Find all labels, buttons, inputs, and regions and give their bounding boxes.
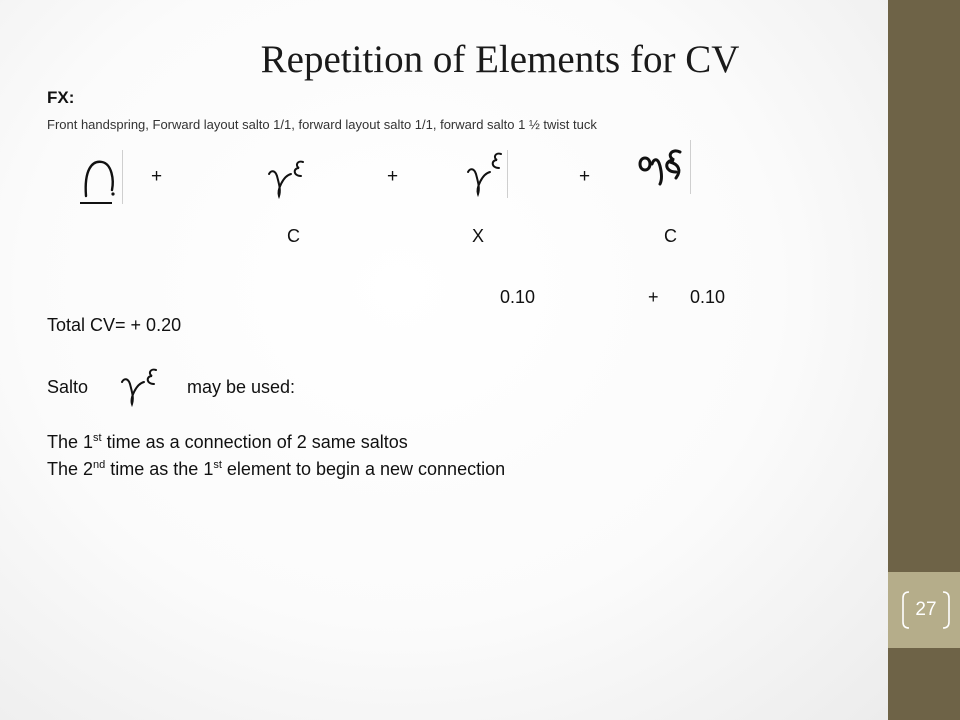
rule-text: The 1 [47,432,94,452]
ordinal-suffix: nd [93,459,106,471]
layout-salto-symbol [465,150,508,198]
plus-sign: + [579,166,591,187]
salto-label: Salto [47,377,89,397]
front-handspring-symbol [78,150,123,204]
slide-title: Repetition of Elements for CV [260,38,740,81]
rule-text: time as a connection of 2 same saltos [101,432,408,452]
cv-value: 0.10 [500,287,536,307]
plus-sign: + [387,166,399,187]
value-letter: C [287,226,300,246]
layout-salto-symbol [265,156,311,200]
ordinal-suffix: st [93,432,102,444]
rule-text: element to begin a new connection [221,459,506,479]
value-letter: X [472,226,485,246]
plus-sign: + [151,166,163,187]
rule-second-time [47,459,505,480]
salto-twist-tuck-symbol [636,140,691,194]
page-number-badge [900,590,952,630]
rule-text: The 2 [47,459,94,479]
salto-suffix: may be used: [187,377,296,397]
page-number: 27 [915,599,937,620]
value-letter: C [664,226,677,246]
rule-first-time [47,432,408,453]
cv-plus: + [648,287,659,307]
cv-value: 0.10 [690,287,726,307]
rule-text: time as the 1 [105,459,214,479]
ordinal-suffix: st [213,459,222,471]
layout-salto-symbol [118,364,162,408]
total-cv: Total CV= + 0.20 [47,315,182,335]
fx-description: Front handspring, Forward layout salto 1/1, forward layout salto 1/1, forward salto 1 ½ twist tuck [47,117,597,132]
fx-label: FX: [47,88,75,107]
